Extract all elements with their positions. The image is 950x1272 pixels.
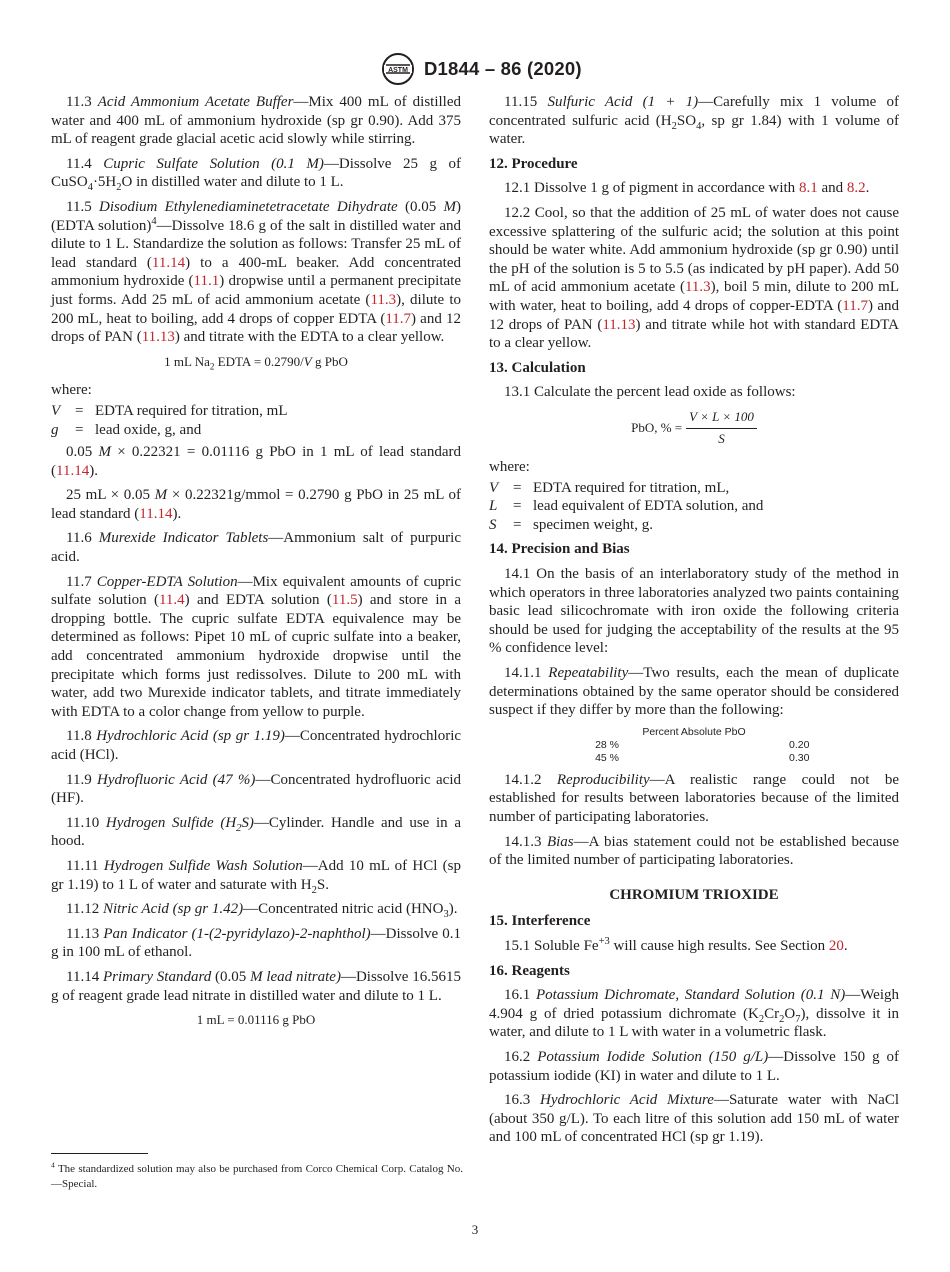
where-label: where: — [489, 459, 530, 476]
ref-link[interactable]: 11.14 — [139, 505, 173, 522]
footnote-ref[interactable]: 4 — [151, 215, 157, 227]
repeatability-table — [489, 726, 899, 765]
ref-link[interactable]: 11.4 — [158, 592, 185, 609]
calc-line-2: 25 mL × 0.05 M × 0.22321g/mmol = 0.2790 g PbO in 25 mL of lead standard (11.14). — [51, 487, 462, 522]
ref-link[interactable]: 11.3 — [684, 279, 711, 296]
para-11-4: 11.4 Cupric Sulfate Solution (0.1 M)—Dissolve 25 g of $CuSO_4\cdot 5H_2O$ in distilled water and dilute to 1 L. — [51, 155, 461, 194]
page-number: 3 — [471, 1222, 479, 1237]
para-11-13: 11.13 Pan Indicator (1-(2-pyridylazo)-2-naphthol)—Dissolve 0.1 g in 100 mL of ethanol. — [51, 925, 461, 961]
table-row: 28 % 0.20 — [595, 738, 810, 751]
para-12-1: 12.1 Dissolve 1 g of pigment in accordance with 8.1 and 8.2. — [504, 180, 870, 197]
para-15-1: 15.1 Soluble $Fe^{+3}$ will cause high results. See Section 20. — [504, 935, 848, 954]
definition-row: V = EDTA required for titration, mL — [51, 402, 288, 419]
para-12-2: 12.2 Cool, so that the addition of 25 mL of water does not cause excessive splattering of the sulfuric acid; the solution at this point should be water white. Add ammonium hydroxide (sp gr 0.90) until the pH of the solution is 5 to 5.5 (as indicated by pH paper). Add 50 mL of acid ammonium acetate (11.3), boil 5 min, dilute to 200 mL with water, heat to boiling, add 4 drops of copper-EDTA (11.7) and 12 drops of PAN (11.13) and titrate while hot with standard EDTA to a clear yellow. — [489, 204, 899, 352]
definition-row: g = lead oxide, g, and — [51, 421, 202, 438]
logo-text: ASTM — [388, 67, 408, 74]
definition-row: S = specimen weight, g. — [489, 516, 653, 533]
para-11-12: 11.12 Nitric Acid (sp gr 1.42)—Concentrated nitric acid $(HNO_3)$. — [66, 901, 458, 921]
para-14-1-1: 14.1.1 Repeatability—Two results, each the mean of duplicate determinations obtained by the same operator should be considered suspect if they differ by more than the following: — [489, 665, 899, 719]
ref-link[interactable]: 11.7 — [842, 297, 868, 314]
footnote: $^4$ The standardized solution may also be purchased from Corco Chemical Corp. Catalog No.—Special. — [51, 1160, 463, 1190]
para-16-3: 16.3 Hydrochloric Acid Mixture—Saturate water with NaCl (about 350 g/L). To each litre of this solution add 150 mL of water and 100 mL of concentrated HCl (sp gr 1.19). — [489, 1092, 899, 1146]
document-id: D1844 – 86 (2020) — [424, 58, 582, 79]
formula-denominator: S — [718, 430, 725, 446]
para-11-9: 11.9 Hydrofluoric Acid (47 %)—Concentrated hydrofluoric acid (HF). — [51, 771, 461, 807]
ref-link[interactable]: 11.14 — [56, 462, 90, 479]
para-11-8: 11.8 Hydrochloric Acid (sp gr 1.19)—Concentrated hydrochloric acid (HCl). — [51, 728, 462, 763]
heading-interference: 15. Interference — [489, 913, 591, 930]
para-11-6: 11.6 Murexide Indicator Tablets—Ammonium salt of purpuric acid. — [51, 530, 461, 566]
footnote-divider — [51, 1153, 148, 1154]
para-16-2: 16.2 Potassium Iodide Solution (150 g/L)—Dissolve 150 g of potassium iodide (KI) in water and dilute to 1 L. — [489, 1048, 900, 1084]
ref-link[interactable]: 20 — [828, 937, 844, 954]
heading-precision-bias: 14. Precision and Bias — [489, 541, 630, 558]
para-14-1-3: 14.1.3 Bias—A bias statement could not be established because of the limited number of participating laboratories. — [489, 833, 900, 869]
ref-link[interactable]: 8.2 — [846, 180, 866, 197]
para-14-1: 14.1 On the basis of an interlaboratory study of the method in which operators in three laboratories analyzed two paints containing basic lead silicochromate with iron oxide the following criteria should be used for judging the acceptability of the results at the 95 % confidence level: — [489, 566, 899, 657]
formula-pbo: PbO, % = $\frac{V \times L \times 100}{S}$ — [489, 408, 899, 448]
section-title-chromium-trioxide: CHROMIUM TRIOXIDE — [609, 886, 779, 903]
para-11-3: 11.3 Acid Ammonium Acetate Buffer—Mix 400 mL of distilled water and 400 mL of ammonium hydroxide (sp gr 0.90). Add 375 mL of reagent grade glacial acetic acid slowly while stirring. — [51, 94, 461, 148]
ref-link[interactable]: 11.13 — [602, 316, 636, 333]
ref-link[interactable]: 11.14 — [151, 254, 186, 271]
ref-link[interactable]: 8.1 — [798, 180, 818, 197]
para-11-10: 11.10 Hydrogen Sulfide $(H_2S)—Cylinder$. Handle and use in a hood. — [51, 814, 462, 850]
left-column — [51, 93, 461, 1040]
table-header: Percent Absolute PbO — [642, 725, 746, 738]
where-label: where: — [51, 382, 92, 399]
right-column — [489, 93, 899, 1153]
table-row: 45 % 0.30 — [595, 751, 810, 764]
variable-definitions — [51, 402, 461, 439]
para-11-14: 11.14 Primary Standard (0.05 M lead nitrate)—Dissolve 16.5615 g of reagent grade lead nitrate in distilled water and dilute to 1 L. — [51, 968, 461, 1004]
equation-lead-standard: 1 mL = 0.01116 g PbO — [196, 1012, 316, 1028]
para-16-1: 16.1 Potassium Dichromate, Standard Solution (0.1 N)—Weigh 4.904 g of dried potassium dichromate $(K_2Cr_2O_7)$, dissolve it in water, and dilute to 1 L with water in a volumetric flask. — [489, 987, 899, 1041]
para-11-5: 11.5 Disodium Ethylenediaminetetracetate Dihydrate (0.05 M) (EDTA solution)$^4$—Dissolve 18.6 g of the salt in distilled water and dilute to 1 L. Standardize the solution as follows: Transfer 25 mL of lead standard (11.14) to a 400-mL beaker. Add concentrated ammonium hydroxide (11.1) dropwise until a permanent precipitate just forms. Add 25 mL of acid ammonium acetate (11.3), dilute to 200 mL, heat to boiling, add 4 drops of copper EDTA (11.7) and 12 drops of PAN (11.13) and titrate with the EDTA to a clear yellow. — [51, 198, 462, 346]
para-11-15: 11.15 Sulfuric Acid (1 + 1)—Carefully mix 1 volume of concentrated sulfuric acid ($H_2SO_4$, sp gr 1.84) with 1 volume of water. — [489, 94, 900, 148]
ref-link[interactable]: 11.13 — [141, 329, 175, 346]
astm-logo — [380, 52, 416, 86]
heading-calculation: 13. Calculation — [489, 359, 586, 376]
para-11-7: 11.7 Copper-EDTA Solution—Mix equivalent amounts of cupric sulfate solution (11.4) and EDTA solution (11.5) and store in a dropping bottle. The cupric sulfate EDTA equivalence may be determined as follows: Pipet 10 mL of cupric sulfate into a beaker, add concentrated ammonium hydroxide dropwise until the precipitate which forms just redissolves. Dilute to 200 mL with water, add two Murexide indicator tablets, and titrate immediately with EDTA to a color change from yellow to purple. — [51, 573, 461, 720]
ref-link[interactable]: 11.3 — [370, 291, 397, 308]
ref-link[interactable]: 11.5 — [331, 592, 358, 609]
formula-numerator: V × L × 100 — [686, 408, 757, 429]
definition-row: V = EDTA required for titration, mL, — [489, 479, 730, 496]
ref-link[interactable]: 11.7 — [385, 310, 412, 327]
para-11-11: 11.11 Hydrogen Sulfide Wash Solution—Add 10 mL of HCl (sp gr 1.19) to 1 L of water and saturate with $H_2S$. — [51, 857, 461, 896]
definition-row: L = lead equivalent of EDTA solution, and — [489, 498, 764, 515]
para-13-1: 13.1 Calculate the percent lead oxide as follows: — [504, 384, 796, 401]
para-14-1-2: 14.1.2 Reproducibility—A realistic range could not be established for results between laboratories because of the limited number of participating laboratories. — [489, 771, 899, 825]
calc-line-1: 0.05 M × 0.22321 = 0.01116 g PbO in 1 mL of lead standard (11.14). — [51, 444, 461, 479]
variable-definitions — [489, 479, 899, 535]
ref-link[interactable]: 11.1 — [193, 273, 220, 290]
equation-edta: 1 mL $Na_2$ EDTA = 0.2790/V g PbO — [164, 353, 348, 372]
heading-procedure: 12. Procedure — [489, 155, 578, 172]
heading-reagents: 16. Reagents — [489, 962, 570, 979]
